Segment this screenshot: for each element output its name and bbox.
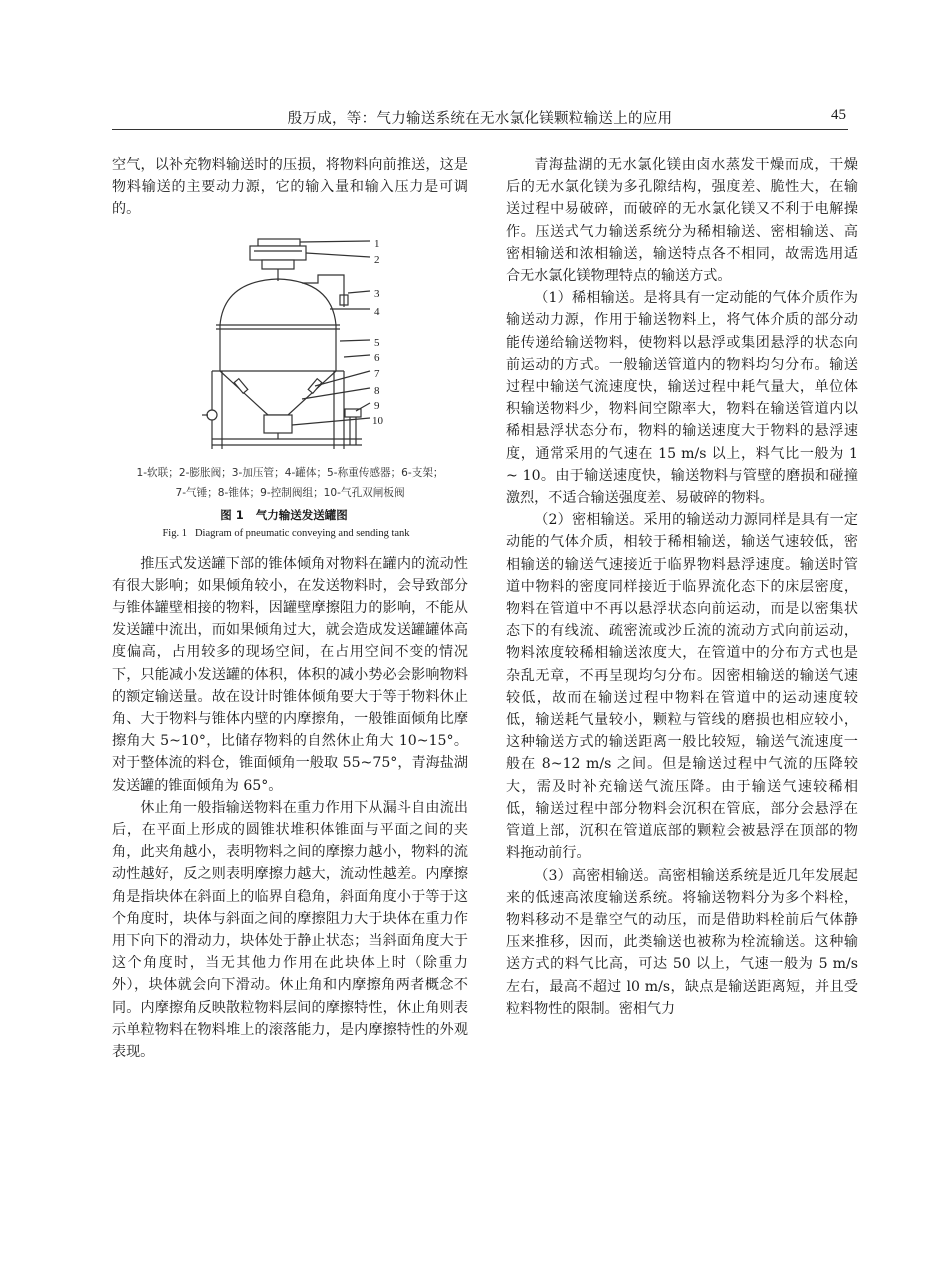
figure-1 <box>112 229 468 543</box>
paragraph: （2）密相输送。采用的输送动力源同样是具有一定动能的气体介质，相较于稀相输送，输送气速较低，密相输送的输送气速接近于临界物料悬浮速度。输送时管道中物料的密度同样接近于临界流化态下的床层密度，物料在管道中不再以悬浮状态向前运动，而是以密集状态下的有线流、疏密流或沙丘流的流动方式向前运动，物料浓度较稀相输送浓度大，在管道中的分布方式也是杂乱无章，不再呈现均匀分布。因密相输送的输送气速较低，故而在输送过程中物料在管道中的运动速度较低，输送耗气量较小，颗粒与管线的磨损也相应较小，这种输送方式的输送距离一般比较短，输送气流速度一般在 8~12 m/s 之间。但是输送过程中气流的压降较大，需及时补充输送气流压降。由于输送气速较稀相低，输送过程中部分物料会沉积在管底，部分会悬浮在管道上部，沉积在管道底部的颗粒会被悬浮在顶部的物料拖动前行。 <box>506 512 858 862</box>
figure-label: 图 1 <box>220 507 244 522</box>
running-header <box>112 103 848 130</box>
tank-diagram <box>112 229 468 459</box>
callout-10: 10 <box>372 414 383 427</box>
paragraph: 青海盐湖的无水氯化镁由卤水蒸发干燥而成，干燥后的无水氯化镁为多孔隙结构，强度差、脆性大，在输送过程中易破碎，而破碎的无水氯化镁又不利于电解操作。压送式气力输送系统分为稀相输送、密相输送、高密相输送和浓相输送，输送特点各不相同，故需选用适合无水氯化镁物理特点的输送方式。 <box>506 157 858 285</box>
tank-diagram-svg <box>112 229 468 459</box>
soft-connector-shape <box>258 239 300 246</box>
figure-title-english: Diagram of pneumatic conveying and sending tank <box>194 527 410 539</box>
tank-shell-shape <box>220 279 336 325</box>
callout-8: 8 <box>374 384 380 397</box>
paragraph: 推压式发送罐下部的锥体倾角对物料在罐内的流动性有很大影响；如果倾角较小，在发送物料时，会导致部分与锥体罐壁相接的物料，因罐壁摩擦阻力的影响，不能从发送罐中流出，而如果倾角过大，就会造成发送罐罐体高度偏高，占用较多的现场空间，在占用空间不变的情况下，只能减小发送罐的体积，体积的减小势必会影响物料的额定输送量。故在设计时锥体倾角要大于等于物料休止角、大于物料与锥体内壁的内摩擦角，一般锥面倾角比摩擦角大 5~10°，比储存物料的自然休止角大 10~15°。对于整体流的料仓，锥面倾角一般取 55~75°，青海盐湖发送罐的锥面倾角为 65°。 <box>112 555 468 794</box>
callout-2: 2 <box>374 253 380 266</box>
callout-1: 1 <box>374 237 380 250</box>
figure-legend <box>112 463 468 503</box>
paragraph: （1）稀相输送。是将具有一定动能的气体介质作为输送动力源，作用于输送物料上，将气体介质的部分动能传递给输送物料，使物料以悬浮或集团悬浮的状态向前运动的方式。一般输送管道内的物料均匀分布。输送过程中输送气流速度快，输送过程中耗气量大，单位体积输送物料少，物料间空隙率大，物料在输送管道内以稀相悬浮状态分布，物料的输送速度大于物料的悬浮速度，通常采用的气速在 15 m/s 以上，料气比一般为 1 ~ 10。由于输送速度快，输送物料与管壁的磨损和碰撞激烈，不适合输送强度差、易破碎的物料。 <box>506 290 858 507</box>
legend-line-1: 1-软联；2-膨胀阀；3-加压管；4-罐体；5-称重传感器；6-支架； <box>136 466 444 479</box>
paragraph: 空气，以补充物料输送时的压损，将物料向前推送，这是物料输送的主要动力源，它的输入量和输入压力是可调的。 <box>112 157 468 218</box>
left-column <box>112 154 468 1063</box>
callout-9: 9 <box>374 399 380 412</box>
callout-6: 6 <box>374 351 380 364</box>
callout-7: 7 <box>374 367 380 380</box>
paragraph: （3）高密相输送。高密相输送系统是近几年发展起来的低速高浓度输送系统。将输送物料分为多个料栓，物料移动不是靠空气的动压，而是借助料栓前后气体静压来推移，因而，此类输送也被称为栓流输送。这种输送方式的料气比高，可达 50 以上，气速一般为 5 m/s 左右，最高不超过 l0 m/s，缺点是输送距离短，并且受粒料物性的限制。密相气力 <box>506 867 858 1017</box>
running-title: 殷万成，等：气力输送系统在无水氯化镁颗粒输送上的应用 <box>287 111 673 127</box>
callout-5: 5 <box>374 336 380 349</box>
right-column <box>506 154 858 1020</box>
legend-line-2: 7-气锤；8-锥体；9-控制阀组；10-气孔双闸板阀 <box>175 486 405 499</box>
double-gate-valve-shape <box>264 415 292 433</box>
callout-3: 3 <box>374 287 380 300</box>
cone-shape <box>220 371 336 415</box>
pressurizing-pipe-shape <box>302 275 344 307</box>
callout-4: 4 <box>374 305 380 318</box>
figure-caption-english <box>112 525 468 543</box>
figure-label-english: Fig. 1 <box>162 527 187 539</box>
expansion-valve-shape <box>250 246 306 260</box>
page-number: 45 <box>831 107 846 123</box>
figure-caption <box>112 505 468 525</box>
paragraph: 休止角一般指输送物料在重力作用下从漏斗自由流出后，在平面上形成的圆锥状堆积体锥面与平面之间的夹角，此夹角越小，表明物料之间的摩擦力越小，物料的流动性越好，反之则表明摩擦力越大，流动性越差。内摩擦角是指块体在斜面上的临界自稳角，斜面角度小于等于这个角度时，块体与斜面之间的摩擦阻力大于块体在重力作用下向下的滑动力，块体处于静止状态；当斜面角度大于这个角度时，当无其他力作用在此块体上时（除重力外），块体就会向下滑动。休止角和内摩擦角两者概念不同。内摩擦角反映散粒物料层间的摩擦特性，休止角则表示单粒物料在物料堆上的滚落能力，是内摩擦特性的外观表现。 <box>112 799 468 1061</box>
figure-title: 气力输送发送罐图 <box>255 507 348 522</box>
